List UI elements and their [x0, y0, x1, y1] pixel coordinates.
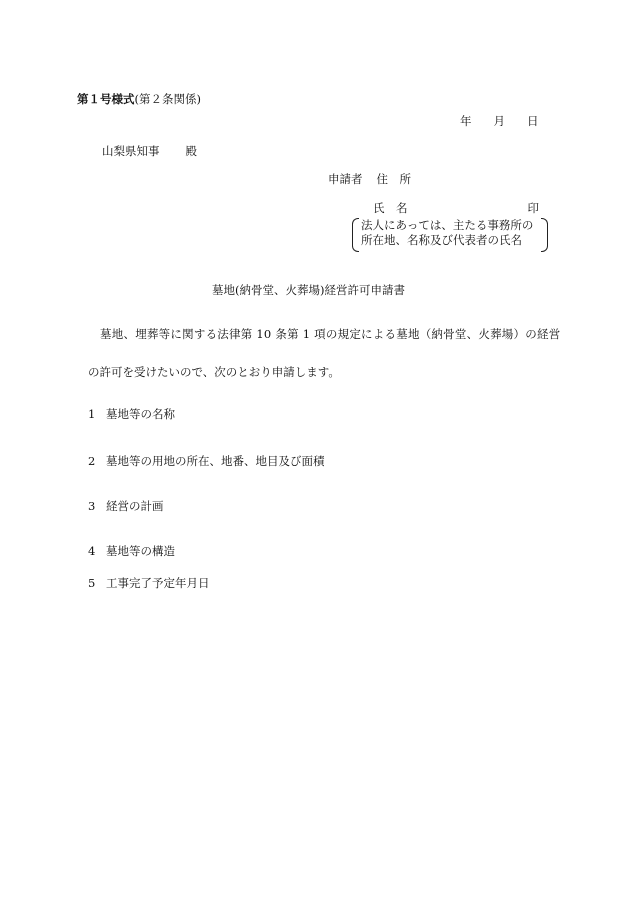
applicant-address-row: [328, 174, 411, 186]
form-number-label: 第１号様式: [77, 92, 135, 106]
body-paragraph-line-1: 墓地、埋葬等に関する法律第 10 条第 1 項の規定による墓地（納骨堂、火葬場）の経営: [100, 327, 561, 341]
list-item-number: 3: [88, 499, 96, 513]
list-item-number: 1: [88, 407, 96, 421]
name-label: 氏 名: [373, 201, 408, 215]
date-year: 年: [460, 114, 472, 128]
corporation-note: [352, 217, 548, 251]
applicant-label: 申請者: [328, 172, 363, 186]
addressee-name: 山梨県知事: [102, 144, 160, 158]
list-item-text: 墓地等の構造: [106, 544, 175, 558]
body-paragraph-line-2: の許可を受けたいので、次のとおり申請します。: [88, 365, 340, 379]
addressee-honorific: 殿: [185, 144, 197, 158]
corp-note-line-2: 所在地、名称及び代表者の氏名: [361, 233, 522, 247]
list-item-text: 経営の計画: [106, 499, 164, 513]
form-number-article: (第２条関係): [134, 92, 201, 106]
list-item: [88, 546, 175, 558]
corp-note-line-1: 法人にあっては、主たる事務所の: [361, 218, 534, 232]
list-item-number: 2: [88, 454, 96, 468]
document-title: 墓地(納骨堂、火葬場)経営許可申請書: [212, 283, 405, 297]
list-item-text: 墓地等の用地の所在、地番、地目及び面積: [106, 454, 325, 468]
list-item-number: 4: [88, 544, 96, 558]
list-item: [88, 409, 175, 421]
date-month: 月: [493, 114, 505, 128]
addressee: [102, 146, 197, 158]
seal-mark: 印: [527, 201, 539, 215]
list-item: [88, 501, 164, 513]
list-item-text: 工事完了予定年月日: [106, 576, 210, 590]
list-item-number: 5: [88, 576, 96, 590]
bracket-right: [541, 218, 548, 252]
date-line: [460, 116, 539, 128]
date-day: 日: [527, 114, 539, 128]
form-number: [77, 94, 201, 106]
list-item: [88, 578, 210, 590]
applicant-name-row: [373, 203, 539, 215]
list-item: [88, 456, 325, 468]
list-item-text: 墓地等の名称: [106, 407, 175, 421]
address-label: 住 所: [376, 172, 411, 186]
bracket-left: [352, 218, 359, 252]
